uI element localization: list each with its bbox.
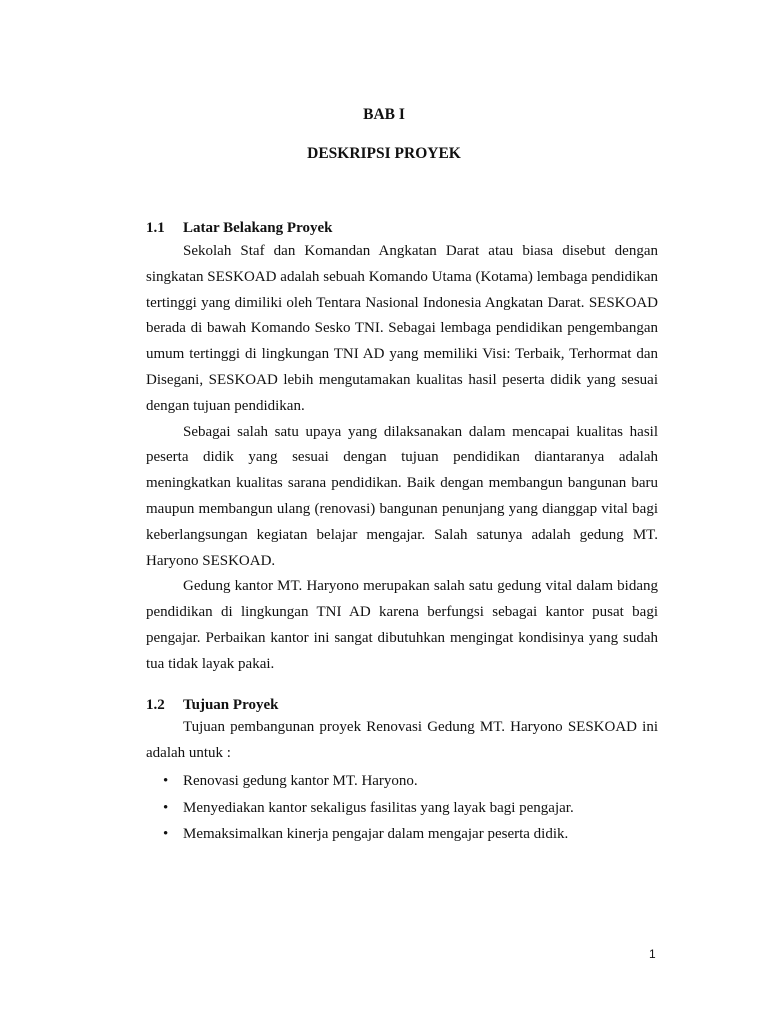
bullet-icon: • (163, 826, 169, 842)
section-title: Latar Belakang Proyek (183, 220, 333, 236)
section-number: 1.2 (146, 697, 165, 713)
bullet-icon: • (163, 773, 169, 789)
paragraph: Sekolah Staf dan Komandan Angkatan Darat atau biasa disebut dengan singkatan SESKOAD adalah sebuah Komando Utama (Kotama) lembaga pendidikan tertinggi yang dimiliki oleh Tentara Nasional Indonesia Angkatan Darat. SESKOAD berada di bawah Komando Sesko TNI. Sebagai lembaga pendidikan pengembangan umum tertinggi di lingkungan TNI AD yang memiliki Visi: Terbaik, Terhormat dan Disegani, SESKOAD lebih mengutamakan kualitas hasil peserta didik yang sesuai dengan tujuan pendidikan. (146, 243, 658, 414)
chapter-title: DESKRIPSI PROYEK (307, 145, 461, 162)
list-item-text: Menyediakan kantor sekaligus fasilitas yang layak bagi pengajar. (183, 799, 574, 816)
list-item (146, 768, 658, 795)
section-title: Tujuan Proyek (183, 697, 279, 713)
paragraph: Sebagai salah satu upaya yang dilaksanakan dalam mencapai kualitas hasil peserta didik yang sesuai dengan tujuan pendidikan diantaranya adalah meningkatkan kualitas sarana pendidikan. Baik dengan membangun bangunan baru maupun membangun ulang (renovasi) bangunan penunjang yang dianggap vital bagi keberlangsungan kegiatan belajar mengajar. Salah satunya adalah gedung MT. Haryono SESKOAD. (146, 423, 658, 569)
list-item-text: Memaksimalkan kinerja pengajar dalam mengajar peserta didik. (183, 826, 569, 842)
section-heading-tujuan (146, 697, 278, 714)
objectives-list (146, 768, 658, 848)
list-item (146, 795, 658, 822)
section-number: 1.1 (146, 220, 165, 236)
paragraph: Gedung kantor MT. Haryono merupakan salah satu gedung vital dalam bidang pendidikan di lingkungan TNI AD karena berfungsi sebagai kantor pusat bagi pengajar. Perbaikan kantor ini sangat dibutuhkan mengingat kondisinya yang sudah tua tidak layak pakai. (146, 578, 658, 672)
bullet-icon: • (163, 799, 169, 816)
section-body-tujuan (146, 715, 658, 767)
list-item (146, 821, 658, 848)
list-item-text: Renovasi gedung kantor MT. Haryono. (183, 773, 418, 789)
chapter-number: BAB I (363, 106, 405, 123)
section-heading-latar-belakang (146, 220, 332, 237)
paragraph: Tujuan pembangunan proyek Renovasi Gedung MT. Haryono SESKOAD ini adalah untuk : (146, 719, 658, 761)
page-number: 1 (649, 947, 656, 961)
section-body-latar-belakang (146, 239, 658, 678)
